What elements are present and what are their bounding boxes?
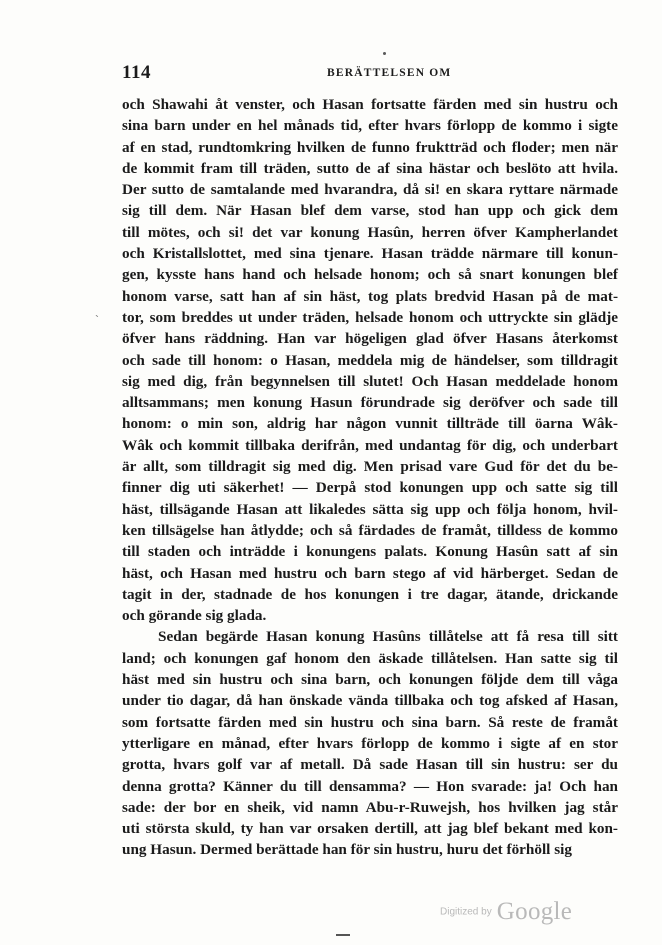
text-line: Der sutto de samtalande med hvarandra, då si! en skara ryttare närmade <box>122 181 618 199</box>
text-line: Wâk och kommit tillbaka derifrån, med undantag för dig, och underbart <box>122 436 618 454</box>
text-line: häst, och Hasan med hustru och barn stego af vid härberget. Sedan de <box>122 564 618 582</box>
text-line: och görande sig glada. <box>122 607 267 625</box>
text-line: ytterligare en månad, efter hvars förlopp de kommo i sigte af en stor <box>122 734 618 752</box>
text-line: och Kristallslottet, med sina tjenare. Hasan trädde närmare till konun- <box>122 245 618 263</box>
text-line: grotta, hvars golf var af metall. Då sade Hasan till sin hustru: ser du <box>122 756 618 774</box>
page-header <box>122 62 562 86</box>
text-line: af en stad, rundtomkring hvilken de funno fruktträd och floder; men när <box>122 138 618 156</box>
text-line: är allt, som tilldragit sig med dig. Men prisad vare Gud för det du be- <box>122 458 618 476</box>
text-line: honom: o min son, aldrig har någon vunnit tillträde till öarna Wâk- <box>122 415 618 433</box>
text-line: finner dig uti säkerhet! — Derpå stod konungen upp och satte sig till <box>122 479 618 497</box>
text-line: till staden och inträdde i konungens palats. Konung Hasûn satt af sin <box>122 543 618 561</box>
text-line: ken tillsägelse han åtlydde; och så färdades de framåt, tilldess de kommo <box>122 521 618 539</box>
google-watermark <box>440 898 600 928</box>
text-line: denna grotta? Känner du till densamma? — Hon svarade: ja! Och han <box>122 777 618 795</box>
text-line: gen, kysste hans hand och helsade honom; och så snart konungen blef <box>122 266 618 284</box>
text-line: tor, som breddes ut under träden, helsade honom och uttryckte sin glädje <box>122 308 618 326</box>
text-line: alltsammans; men konung Hasun förundrade sig deröfver och sade till <box>122 394 618 412</box>
text-line: Sedan begärde Hasan konung Hasûns tillåtelse att få resa till sitt <box>158 628 618 646</box>
text-line: tagit in der, stadnade de hos konungen i tre dagar, ätande, drickande <box>122 585 618 603</box>
running-head: BERÄTTELSEN OM <box>327 67 452 79</box>
text-line: häst med sin hustru och sina barn, och konungen följde dem till våga <box>122 671 618 689</box>
text-line: land; och konungen gaf honom den äskade tillåtelsen. Han satte sig til <box>122 649 618 667</box>
text-line: och Shawahi åt venster, och Hasan fortsatte färden med sin hustru och <box>122 96 618 113</box>
text-line: uti största skuld, ty han var orsaken dertill, att jag blef bekant med kon- <box>122 820 618 838</box>
text-line: sade: der bor en sheik, vid namn Abu-r-Ruwejsh, hos hvilken jag står <box>122 798 618 816</box>
text-line: sig med dig, från begynnelsen till slutet! Och Hasan meddelade honom <box>122 372 618 390</box>
text-line: de kommit fram till träden, sutto de af sina hästar och beslöto att hvila. <box>122 159 618 177</box>
text-line: häst, tillsägande Hasan att likaledes sätta sig upp och följa honom, hvil- <box>122 500 618 518</box>
watermark-prefix: Digitized by <box>440 906 492 918</box>
text-line: under tio dagar, då han önskade vända tillbaka och tog afsked af Hasan, <box>122 692 618 710</box>
text-line: och sade till honom: o Hasan, meddela mig de händelser, som tilldragit <box>122 351 618 369</box>
text-line: ung Hasun. Dermed berättade han för sin hustru, huru det förhöll sig <box>122 841 572 859</box>
page-number: 114 <box>122 62 151 83</box>
text-line: till mötes, och si! det var konung Hasûn, herren öfver Kampherlandet <box>122 223 618 241</box>
bottom-mark <box>336 934 350 936</box>
ink-speck <box>383 52 386 55</box>
text-line: honom varse, satt han af sin häst, tog plats bredvid Hasan på de mat- <box>122 287 618 305</box>
paragraph <box>122 626 618 860</box>
margin-mark: ` <box>95 313 99 327</box>
watermark-brand: Google <box>496 898 573 925</box>
text-line: öfver hans räddning. Han var högeligen glad öfver Hasans återkomst <box>122 330 618 348</box>
paragraph <box>122 94 618 626</box>
text-line: sig till dem. När Hasan blef dem varse, stod han upp och gick dem <box>122 202 618 220</box>
body-text <box>122 94 618 861</box>
text-line: sina barn under en hel månads tid, efter hvars förlopp de kommo i sigte <box>122 117 618 135</box>
text-line: som fortsatte färden med sin hustru och sina barn. Så reste de framåt <box>122 713 618 731</box>
